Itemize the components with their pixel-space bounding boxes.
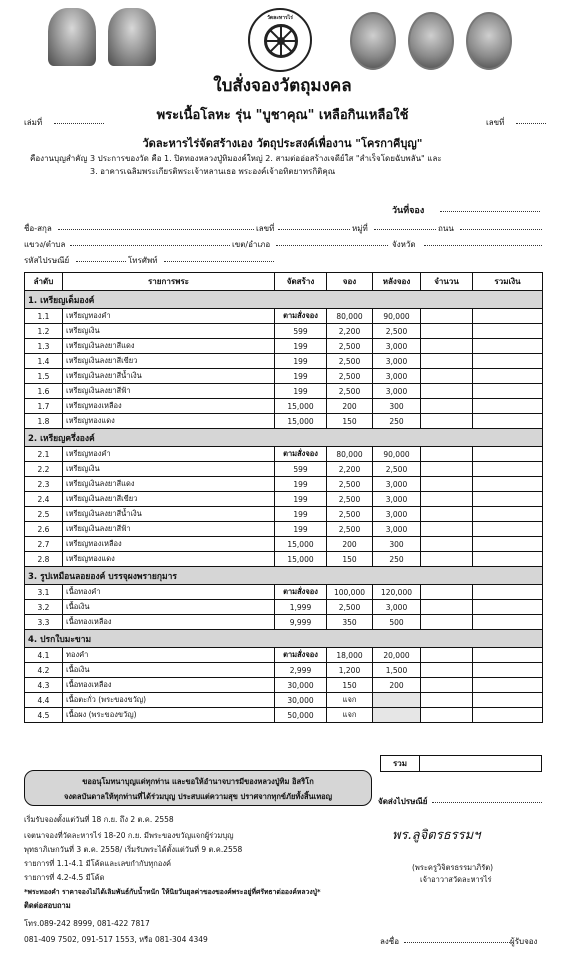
name-field[interactable] xyxy=(58,222,254,230)
row-made: 15,000 xyxy=(275,552,327,567)
row-total-input[interactable] xyxy=(473,339,543,354)
row-after-price: 20,000 xyxy=(373,648,421,663)
table-row xyxy=(25,384,543,399)
row-item: เนื้อทองเหลือง xyxy=(63,615,275,630)
row-after-price: 3,000 xyxy=(373,354,421,369)
district-field[interactable] xyxy=(276,238,388,246)
row-quantity-input[interactable] xyxy=(421,678,473,693)
row-after-price: 120,000 xyxy=(373,585,421,600)
row-total-input[interactable] xyxy=(473,615,543,630)
row-after-price: 2,500 xyxy=(373,462,421,477)
form-title: ใบสั่งจองวัตถุมงคล xyxy=(213,76,352,96)
row-total-input[interactable] xyxy=(473,477,543,492)
booking-date-label: วันที่จอง xyxy=(392,206,425,216)
row-number: 1.7 xyxy=(25,399,63,414)
house-no-label: เลขที่ xyxy=(256,224,275,233)
row-made: 30,000 xyxy=(275,693,327,708)
row-quantity-input[interactable] xyxy=(421,693,473,708)
row-after-price: 3,000 xyxy=(373,522,421,537)
row-item: เนื้อตะกั่ว (พระของขวัญ) xyxy=(63,693,275,708)
row-item: เหรียญเงิน xyxy=(63,324,275,339)
row-quantity-input[interactable] xyxy=(421,492,473,507)
row-made: 199 xyxy=(275,369,327,384)
row-made: 199 xyxy=(275,384,327,399)
row-number: 1.3 xyxy=(25,339,63,354)
row-number: 2.6 xyxy=(25,522,63,537)
row-made: ตามสั่งจอง xyxy=(275,447,327,462)
row-after-price: 300 xyxy=(373,399,421,414)
row-total-input[interactable] xyxy=(473,663,543,678)
row-total-input[interactable] xyxy=(473,600,543,615)
row-made: ตามสั่งจอง xyxy=(275,309,327,324)
row-book-price: 150 xyxy=(327,414,373,429)
row-number: 4.4 xyxy=(25,693,63,708)
row-total-input[interactable] xyxy=(473,309,543,324)
row-total-input[interactable] xyxy=(473,552,543,567)
table-row xyxy=(25,369,543,384)
footer-note: *พระทองคำ ราคาจองไม่ได้เลิมพันธ์กับน้ำหนัก ให้นิยวันยุลค่าของของค์พระอยู่ที่ศรัทธาต่อองค์หลวงปู่* xyxy=(24,888,321,896)
row-item: เหรียญเงินลงยาสีแดง xyxy=(63,477,275,492)
row-after-price xyxy=(373,693,421,708)
row-item: เหรียญเงินลงยาสีแดง xyxy=(63,339,275,354)
total-label: รวม xyxy=(380,755,420,772)
row-number: 3.2 xyxy=(25,600,63,615)
row-number: 4.2 xyxy=(25,663,63,678)
row-total-input[interactable] xyxy=(473,678,543,693)
row-quantity-input[interactable] xyxy=(421,369,473,384)
row-made: 599 xyxy=(275,462,327,477)
table-row xyxy=(25,600,543,615)
table-row xyxy=(25,522,543,537)
moo-label: หมู่ที่ xyxy=(352,224,368,233)
row-total-input[interactable] xyxy=(473,447,543,462)
section-row xyxy=(25,567,543,585)
row-total-input[interactable] xyxy=(473,369,543,384)
form-number-label: เลขที่ xyxy=(486,118,505,127)
row-total-input[interactable] xyxy=(473,648,543,663)
section-row xyxy=(25,291,543,309)
row-after-price: 3,000 xyxy=(373,492,421,507)
row-total-input[interactable] xyxy=(473,693,543,708)
row-book-price: 150 xyxy=(327,552,373,567)
sender-field[interactable] xyxy=(432,795,542,803)
header-item: รายการพระ xyxy=(63,273,275,291)
row-after-price: 3,000 xyxy=(373,507,421,522)
signature-block xyxy=(382,812,552,884)
row-total-input[interactable] xyxy=(473,414,543,429)
postcode-label: รหัสไปรษณีย์ xyxy=(24,256,70,265)
footer-line-5: รายการที่ 4.2-4.5 มีโค้ด xyxy=(24,873,105,882)
row-quantity-input[interactable] xyxy=(421,309,473,324)
row-quantity-input[interactable] xyxy=(421,585,473,600)
row-quantity-input[interactable] xyxy=(421,324,473,339)
province-label: จังหวัด xyxy=(392,240,416,249)
table-row xyxy=(25,585,543,600)
row-item: เหรียญเงินลงยาสีฟ้า xyxy=(63,522,275,537)
blessing-notice: ขออนุโมทนาบุญแด่ทุกท่าน และขอให้อำนาจบารมีของหลวงปู่ทิม อิสริโก จงดลบันดาลให้ทุกท่านที่ได้ร่วมบุญ ประสบแต่ความสุข ปราศจากทุกข์ภัยทั้งสิ้นเทอญ xyxy=(24,770,372,806)
phone-field[interactable] xyxy=(164,254,274,262)
row-number: 2.7 xyxy=(25,537,63,552)
row-made: ตามสั่งจอง xyxy=(275,648,327,663)
row-book-price: 2,500 xyxy=(327,600,373,615)
form-subtitle: พระเนื้อโลหะ รุ่น "บูชาคุณ" เหลือกินเหลือใช้ xyxy=(156,108,409,123)
road-label: ถนน xyxy=(438,224,454,233)
table-row xyxy=(25,615,543,630)
footer-line-1: เริ่มรับจองตั้งแต่วันที่ 18 ก.ย. ถึง 2 ต.ค. 2558 xyxy=(24,815,174,824)
contact-phones-1: โทร.089-242 8999, 081-422 7817 xyxy=(24,919,150,928)
row-quantity-input[interactable] xyxy=(421,339,473,354)
row-after-price: 90,000 xyxy=(373,309,421,324)
section-row xyxy=(25,429,543,447)
table-row xyxy=(25,648,543,663)
row-quantity-input[interactable] xyxy=(421,537,473,552)
row-item: เหรียญเงิน xyxy=(63,462,275,477)
row-number: 4.3 xyxy=(25,678,63,693)
row-made: ตามสั่งจอง xyxy=(275,585,327,600)
row-made: 1,999 xyxy=(275,600,327,615)
row-item: เหรียญทองคำ xyxy=(63,309,275,324)
header-book: จอง xyxy=(327,273,373,291)
postcode-field[interactable] xyxy=(76,254,126,262)
table-row xyxy=(25,339,543,354)
row-book-price: แจก xyxy=(327,693,373,708)
row-after-price: 1,500 xyxy=(373,663,421,678)
row-number: 1.2 xyxy=(25,324,63,339)
row-total-input[interactable] xyxy=(473,585,543,600)
row-total-input[interactable] xyxy=(473,354,543,369)
row-book-price: 2,500 xyxy=(327,354,373,369)
row-number: 1.1 xyxy=(25,309,63,324)
row-after-price: 3,000 xyxy=(373,369,421,384)
table-row xyxy=(25,552,543,567)
form-number-field[interactable] xyxy=(516,116,546,124)
booker-label: ผู้รับจอง xyxy=(510,937,538,946)
row-number: 4.5 xyxy=(25,708,63,723)
row-item: เหรียญเงินลงยาสีน้ำเงิน xyxy=(63,369,275,384)
header-no: ลำดับ xyxy=(25,273,63,291)
row-quantity-input[interactable] xyxy=(421,462,473,477)
row-after-price: 3,000 xyxy=(373,384,421,399)
row-book-price: 80,000 xyxy=(327,309,373,324)
row-book-price: 2,500 xyxy=(327,369,373,384)
row-book-price: 200 xyxy=(327,537,373,552)
row-item: เหรียญทองแดง xyxy=(63,552,275,567)
row-after-price: 250 xyxy=(373,414,421,429)
table-row xyxy=(25,537,543,552)
row-quantity-input[interactable] xyxy=(421,447,473,462)
row-book-price: 80,000 xyxy=(327,447,373,462)
footer-line-4: รายการที่ 1.1-4.1 มีโค้ดและเลขกำกับทุกองค์ xyxy=(24,859,172,868)
row-total-input[interactable] xyxy=(473,708,543,723)
row-number: 3.1 xyxy=(25,585,63,600)
row-quantity-input[interactable] xyxy=(421,648,473,663)
house-no-field[interactable] xyxy=(278,222,350,230)
row-number: 2.4 xyxy=(25,492,63,507)
row-item: เหรียญเงินลงยาสีฟ้า xyxy=(63,384,275,399)
row-total-input[interactable] xyxy=(473,522,543,537)
row-total-input[interactable] xyxy=(473,462,543,477)
row-total-input[interactable] xyxy=(473,537,543,552)
row-item: เหรียญเงินลงยาสีน้ำเงิน xyxy=(63,507,275,522)
row-item: เนื้อทองเหลือง xyxy=(63,678,275,693)
row-item: เนื้อทองคำ xyxy=(63,585,275,600)
row-number: 1.5 xyxy=(25,369,63,384)
row-after-price: 90,000 xyxy=(373,447,421,462)
row-made: 599 xyxy=(275,324,327,339)
row-made: 199 xyxy=(275,354,327,369)
row-quantity-input[interactable] xyxy=(421,552,473,567)
book-number-label: เล่มที่ xyxy=(24,118,43,127)
section-row xyxy=(25,630,543,648)
row-item: เนื้อผง (พระของขวัญ) xyxy=(63,708,275,723)
row-item: เนื้อเงิน xyxy=(63,600,275,615)
row-book-price: 2,200 xyxy=(327,324,373,339)
row-total-input[interactable] xyxy=(473,384,543,399)
row-made: 2,999 xyxy=(275,663,327,678)
row-quantity-input[interactable] xyxy=(421,477,473,492)
row-number: 2.2 xyxy=(25,462,63,477)
row-quantity-input[interactable] xyxy=(421,507,473,522)
order-table xyxy=(24,272,543,723)
name-label: ชื่อ-สกุล xyxy=(24,224,52,233)
moo-field[interactable] xyxy=(374,222,436,230)
signer-label: ลงชื่อ xyxy=(380,937,400,946)
row-quantity-input[interactable] xyxy=(421,354,473,369)
row-quantity-input[interactable] xyxy=(421,522,473,537)
table-row xyxy=(25,492,543,507)
row-number: 2.5 xyxy=(25,507,63,522)
temple-seal-logo xyxy=(248,8,312,72)
table-row xyxy=(25,354,543,369)
seal-text: วัดละหารไร่ xyxy=(267,15,293,21)
row-made: 199 xyxy=(275,522,327,537)
header-after: หลังจอง xyxy=(373,273,421,291)
subdistrict-label: แขวง/ตำบล xyxy=(24,240,66,249)
row-number: 2.3 xyxy=(25,477,63,492)
row-total-input[interactable] xyxy=(473,492,543,507)
phone-label: โทรศัพท์ xyxy=(128,256,158,265)
row-total-input[interactable] xyxy=(473,507,543,522)
row-number: 2.1 xyxy=(25,447,63,462)
table-row xyxy=(25,324,543,339)
row-made: 199 xyxy=(275,492,327,507)
coin-portrait-image xyxy=(350,12,396,70)
row-book-price: 2,500 xyxy=(327,384,373,399)
row-item: เนื้อเงิน xyxy=(63,663,275,678)
table-row xyxy=(25,693,543,708)
booking-date-field[interactable] xyxy=(440,204,540,212)
signer-name: (พระครูวิจิตรธรรมาภิรัต) xyxy=(412,863,494,872)
row-book-price: แจก xyxy=(327,708,373,723)
row-quantity-input[interactable] xyxy=(421,399,473,414)
province-field[interactable] xyxy=(424,238,542,246)
row-quantity-input[interactable] xyxy=(421,708,473,723)
row-book-price: 2,500 xyxy=(327,477,373,492)
row-number: 2.8 xyxy=(25,552,63,567)
row-made: 15,000 xyxy=(275,399,327,414)
row-quantity-input[interactable] xyxy=(421,384,473,399)
row-book-price: 18,000 xyxy=(327,648,373,663)
row-quantity-input[interactable] xyxy=(421,414,473,429)
table-row xyxy=(25,678,543,693)
row-after-price xyxy=(373,708,421,723)
table-row xyxy=(25,663,543,678)
row-quantity-input[interactable] xyxy=(421,600,473,615)
section-title: 2. เหรียญครึ่งองค์ xyxy=(25,429,543,447)
row-number: 3.3 xyxy=(25,615,63,630)
row-made: 199 xyxy=(275,477,327,492)
signer-title: เจ้าอาวาสวัดละหารไร่ xyxy=(420,875,492,884)
table-row xyxy=(25,507,543,522)
district-label: เขต/อำเภอ xyxy=(232,240,271,249)
row-book-price: 100,000 xyxy=(327,585,373,600)
section-title: 3. รูปเหมือนลอยองค์ บรรจุผงพรายกุมาร xyxy=(25,567,543,585)
header-quantity: จำนวน xyxy=(421,273,473,291)
row-after-price: 3,000 xyxy=(373,339,421,354)
subdistrict-field[interactable] xyxy=(70,238,230,246)
row-item: เหรียญเงินลงยาสีเขียว xyxy=(63,492,275,507)
table-row xyxy=(25,477,543,492)
row-made: 15,000 xyxy=(275,537,327,552)
statue-front-image xyxy=(48,8,96,66)
row-number: 1.8 xyxy=(25,414,63,429)
row-book-price: 2,500 xyxy=(327,339,373,354)
section-title: 4. ปรกใบมะขาม xyxy=(25,630,543,648)
header-total: รวมเงิน xyxy=(473,273,543,291)
row-item: เหรียญทองเหลือง xyxy=(63,399,275,414)
row-after-price: 2,500 xyxy=(373,324,421,339)
row-after-price: 3,000 xyxy=(373,477,421,492)
row-item: เหรียญทองแดง xyxy=(63,414,275,429)
section-title: 1. เหรียญเต็มองค์ xyxy=(25,291,543,309)
row-quantity-input[interactable] xyxy=(421,615,473,630)
coin-half-body-image xyxy=(408,12,454,70)
row-book-price: 2,500 xyxy=(327,507,373,522)
row-number: 4.1 xyxy=(25,648,63,663)
row-made: 15,000 xyxy=(275,414,327,429)
intro-text: คืองานบุญสำคัญ 3 ประการของวัด คือ 1. ปิดทองหลวงปู่ทิมองค์ใหญ่ 2. สามต่ออ่อสร้างเจดีย์ใส "สำเร็จโดยฉับพลัน" และ 3. อาคารเฉลิมพระเกียรติพระเจ้าหลานเธอ พระองค์เจ้าอทิตยาทรกิติคุณ xyxy=(30,154,442,176)
row-total-input[interactable] xyxy=(473,324,543,339)
contact-phones-2: 081-409 7502, 091-517 1553, หรือ 081-304 4349 xyxy=(24,935,208,944)
row-quantity-input[interactable] xyxy=(421,663,473,678)
table-header-row xyxy=(25,273,543,291)
table-row xyxy=(25,309,543,324)
row-number: 1.4 xyxy=(25,354,63,369)
row-book-price: 2,500 xyxy=(327,522,373,537)
contact-heading: ติดต่อสอบถาม xyxy=(24,901,71,910)
header-made: จัดสร้าง xyxy=(275,273,327,291)
tagline: วัดละหารไร่จัดสร้างเอง วัตถุประสงค์เพื่องาน "โครกาคีบุญ" xyxy=(142,137,423,150)
handwritten-signature: พร.ลูจิตรธรรมฯ xyxy=(392,828,481,843)
booker-signature-field[interactable] xyxy=(404,935,510,943)
row-made: 199 xyxy=(275,507,327,522)
row-book-price: 200 xyxy=(327,399,373,414)
row-book-price: 1,200 xyxy=(327,663,373,678)
row-after-price: 250 xyxy=(373,552,421,567)
row-book-price: 150 xyxy=(327,678,373,693)
row-book-price: 2,500 xyxy=(327,492,373,507)
row-item: ทองคำ xyxy=(63,648,275,663)
row-made: 50,000 xyxy=(275,708,327,723)
row-made: 30,000 xyxy=(275,678,327,693)
sender-label: จัดส่งไปรษณีย์ xyxy=(378,797,428,806)
table-row xyxy=(25,414,543,429)
footer-line-2: เจตนาจองที่วัดละหารไร่ 18-20 ก.ย. มีพระของขวัญแจกผู้ร่วมบุญ xyxy=(24,831,234,840)
row-after-price: 500 xyxy=(373,615,421,630)
row-after-price: 3,000 xyxy=(373,600,421,615)
row-item: เหรียญทองเหลือง xyxy=(63,537,275,552)
road-field[interactable] xyxy=(460,222,542,230)
row-book-price: 350 xyxy=(327,615,373,630)
table-row xyxy=(25,708,543,723)
footer-line-3: พุทธาภิเษกวันที่ 3 ต.ค. 2558/ เริ่มรับพระได้ตั้งแต่วันที่ 9 ต.ค.2558 xyxy=(24,845,243,854)
statue-back-image xyxy=(108,8,156,66)
row-total-input[interactable] xyxy=(473,399,543,414)
row-made: 199 xyxy=(275,339,327,354)
table-row xyxy=(25,447,543,462)
row-after-price: 300 xyxy=(373,537,421,552)
row-book-price: 2,200 xyxy=(327,462,373,477)
coin-pagoda-image xyxy=(466,12,512,70)
row-made: 9,999 xyxy=(275,615,327,630)
row-after-price: 200 xyxy=(373,678,421,693)
table-row xyxy=(25,462,543,477)
row-item: เหรียญทองคำ xyxy=(63,447,275,462)
row-number: 1.6 xyxy=(25,384,63,399)
table-row xyxy=(25,399,543,414)
row-item: เหรียญเงินลงยาสีเขียว xyxy=(63,354,275,369)
grand-total-field[interactable] xyxy=(420,755,542,772)
